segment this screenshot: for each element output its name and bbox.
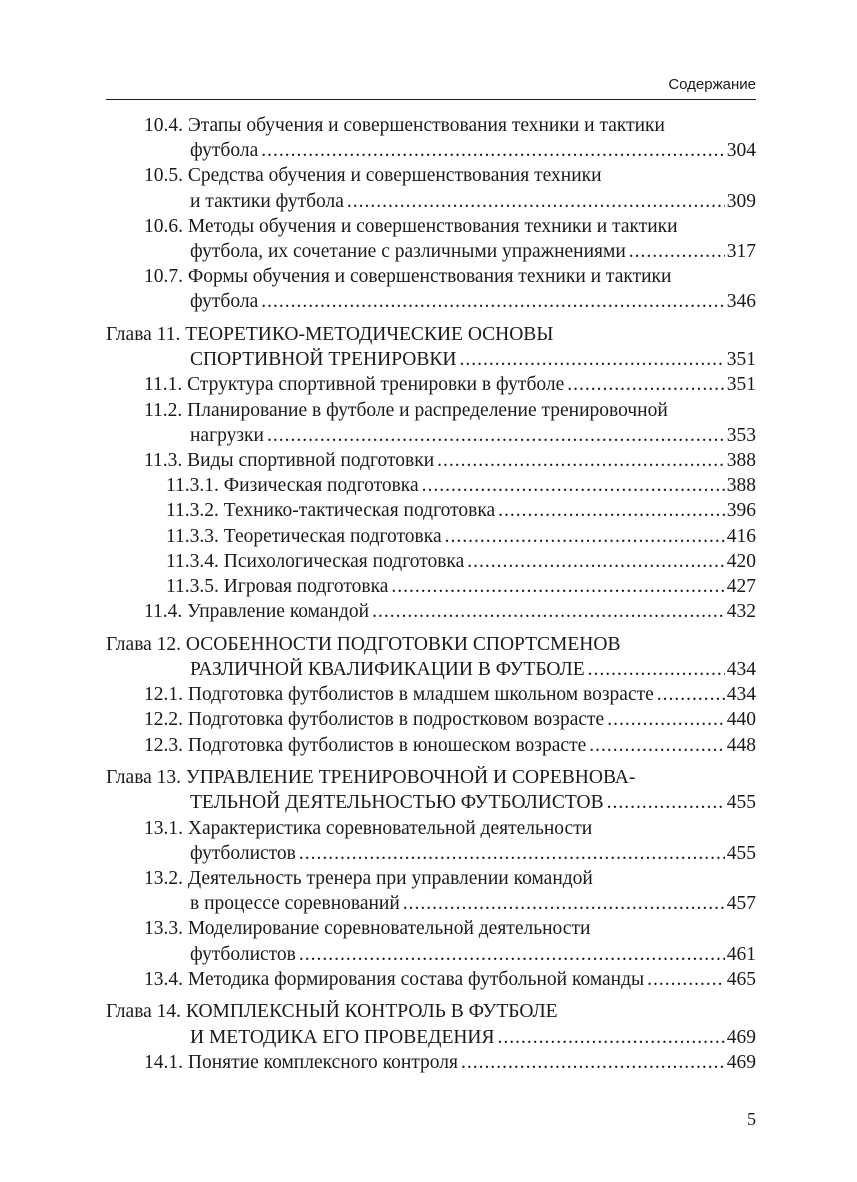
toc-page-number: 388 xyxy=(726,475,756,497)
toc-entry-title: 13.3. Моделирование соревновательной деятельности xyxy=(144,918,591,940)
toc-entry-11-1[interactable] xyxy=(106,372,756,397)
leader-dots xyxy=(267,423,725,448)
toc-entry-14-1[interactable] xyxy=(106,1050,756,1075)
toc-entry-10-7-line1[interactable] xyxy=(106,264,756,289)
leader-dots xyxy=(261,289,725,314)
toc-entry-title: 14.1. Понятие комплексного контроля xyxy=(144,1051,458,1073)
leader-dots xyxy=(422,473,725,498)
toc-entry-13-4[interactable] xyxy=(106,967,756,992)
leader-dots xyxy=(437,448,725,473)
toc-entry-13-2-line1[interactable] xyxy=(106,866,756,891)
leader-dots xyxy=(347,189,725,214)
leader-dots xyxy=(588,657,725,682)
toc-page-number: 304 xyxy=(726,140,756,162)
toc-page-number: 448 xyxy=(726,734,756,756)
toc-entry-title: в процессе соревнований xyxy=(190,893,400,915)
toc-chapter-12-line1[interactable] xyxy=(106,632,756,657)
toc-page-number: 416 xyxy=(726,525,756,547)
toc-entry-title: 11.3.3. Теоретическая подготовка xyxy=(166,525,442,547)
toc-entry-13-3-line1[interactable] xyxy=(106,916,756,941)
toc-entry-11-3-4[interactable] xyxy=(106,549,756,574)
toc-entry-title: футбола, их сочетание с различными упражнениями xyxy=(190,240,626,262)
toc-page-number: 434 xyxy=(726,658,756,680)
header-divider xyxy=(106,99,756,100)
toc-page-number: 432 xyxy=(726,601,756,623)
toc-page-number: 346 xyxy=(726,291,756,313)
toc-entry-title: футболистов xyxy=(190,842,296,864)
toc-chapter-title: И МЕТОДИКА ЕГО ПРОВЕДЕНИЯ xyxy=(190,1026,495,1048)
toc-entry-title: и тактики футбола xyxy=(190,190,344,212)
toc-entry-title: 11.3. Виды спортивной подготовки xyxy=(144,449,435,471)
toc-entry-title: 10.5. Средства обучения и совершенствования техники xyxy=(144,165,602,187)
toc-entry-title: футбола xyxy=(190,140,259,162)
toc-entry-title: 10.4. Этапы обучения и совершенствования техники и тактики xyxy=(144,115,665,136)
toc-page-number: 351 xyxy=(726,374,756,396)
toc-entry-title: 12.1. Подготовка футболистов в младшем школьном возрасте xyxy=(144,684,654,706)
leader-dots xyxy=(647,967,725,992)
toc-entry-title: 11.3.4. Психологическая подготовка xyxy=(166,550,465,572)
toc-entry-title: 11.4. Управление командой xyxy=(144,601,370,623)
toc-entry-11-2-line1[interactable] xyxy=(106,398,756,423)
toc-chapter-11-line1[interactable] xyxy=(106,322,756,347)
toc-entry-title: футбола xyxy=(190,291,259,313)
toc-entry-title: 12.2. Подготовка футболистов в подростковом возрасте xyxy=(144,709,605,731)
leader-dots xyxy=(589,733,725,758)
toc-entry-13-3-line2[interactable] xyxy=(106,942,756,967)
leader-dots xyxy=(657,682,725,707)
toc-chapter-title: Глава 11. ТЕОРЕТИКО-МЕТОДИЧЕСКИЕ ОСНОВЫ xyxy=(106,324,554,345)
toc-page-number: 317 xyxy=(726,240,756,262)
toc-entry-10-5-line1[interactable] xyxy=(106,163,756,188)
toc-entry-13-1-line2[interactable] xyxy=(106,841,756,866)
toc-entry-10-6-line1[interactable] xyxy=(106,214,756,239)
toc-entry-13-2-line2[interactable] xyxy=(106,891,756,916)
toc-entry-10-4-line2[interactable] xyxy=(106,138,756,163)
leader-dots xyxy=(607,790,725,815)
toc-page-number: 469 xyxy=(726,1051,756,1073)
leader-dots xyxy=(498,1025,725,1050)
toc-page-number: 457 xyxy=(726,893,756,915)
toc-chapter-12-line2[interactable] xyxy=(106,657,756,682)
toc-chapter-11-line2[interactable] xyxy=(106,347,756,372)
toc-entry-title: 10.6. Методы обучения и совершенствования техники и тактики xyxy=(144,215,678,237)
toc-entry-12-1[interactable] xyxy=(106,682,756,707)
toc-chapter-14-line1[interactable] xyxy=(106,999,756,1024)
toc-entry-title: нагрузки xyxy=(190,424,264,446)
leader-dots xyxy=(467,549,724,574)
toc-entry-11-3-3[interactable] xyxy=(106,524,756,549)
leader-dots xyxy=(459,347,724,372)
leader-dots xyxy=(403,891,725,916)
leader-dots xyxy=(629,239,725,264)
leader-dots xyxy=(567,372,725,397)
leader-dots xyxy=(372,599,725,624)
toc-entry-title: 11.3.1. Физическая подготовка xyxy=(166,475,419,497)
toc-page-number: 309 xyxy=(726,190,756,212)
leader-dots xyxy=(461,1050,725,1075)
toc-entry-11-3-2[interactable] xyxy=(106,498,756,523)
toc-entry-12-2[interactable] xyxy=(106,707,756,732)
toc-entry-title: 13.2. Деятельность тренера при управлении командой xyxy=(144,867,593,889)
leader-dots xyxy=(391,574,724,599)
toc-entry-10-7-line2[interactable] xyxy=(106,289,756,314)
page-number: 5 xyxy=(747,1109,756,1129)
table-of-contents xyxy=(106,113,756,1075)
toc-chapter-title: СПОРТИВНОЙ ТРЕНИРОВКИ xyxy=(190,349,457,371)
toc-entry-11-4[interactable] xyxy=(106,599,756,624)
leader-dots xyxy=(498,498,725,523)
leader-dots xyxy=(607,707,725,732)
toc-entry-10-6-line2[interactable] xyxy=(106,239,756,264)
toc-entry-10-5-line2[interactable] xyxy=(106,189,756,214)
toc-entry-12-3[interactable] xyxy=(106,733,756,758)
leader-dots xyxy=(299,841,725,866)
toc-chapter-14-line2[interactable] xyxy=(106,1025,756,1050)
toc-page-number: 455 xyxy=(726,792,756,814)
toc-entry-13-1-line1[interactable] xyxy=(106,816,756,841)
toc-entry-title: 11.3.2. Технико-тактическая подготовка xyxy=(166,500,496,522)
toc-page-number: 469 xyxy=(726,1026,756,1048)
toc-entry-title: 12.3. Подготовка футболистов в юношеском возрасте xyxy=(144,734,587,756)
toc-page-number: 434 xyxy=(726,684,756,706)
toc-entry-11-3[interactable] xyxy=(106,448,756,473)
toc-entry-title: 11.3.5. Игровая подготовка xyxy=(166,575,389,597)
leader-dots xyxy=(299,942,725,967)
toc-entry-11-3-5[interactable] xyxy=(106,574,756,599)
toc-page-number: 388 xyxy=(726,449,756,471)
leader-dots xyxy=(261,138,725,163)
toc-page-number: 440 xyxy=(726,709,756,731)
toc-page-number: 353 xyxy=(726,424,756,446)
toc-chapter-title: РАЗЛИЧНОЙ КВАЛИФИКАЦИИ В ФУТБОЛЕ xyxy=(190,658,585,680)
toc-entry-title: 10.7. Формы обучения и совершенствования техники и тактики xyxy=(144,266,672,288)
toc-chapter-13-line2[interactable] xyxy=(106,790,756,815)
toc-entry-10-4-line1[interactable] xyxy=(106,113,756,138)
running-head-title: Содержание xyxy=(668,76,756,93)
toc-page-number: 455 xyxy=(726,842,756,864)
toc-entry-title: 11.1. Структура спортивной тренировки в футболе xyxy=(144,374,565,396)
toc-chapter-title: Глава 13. УПРАВЛЕНИЕ ТРЕНИРОВОЧНОЙ И СОРЕВНОВА- xyxy=(106,767,636,789)
toc-page-number: 396 xyxy=(726,500,756,522)
toc-entry-11-3-1[interactable] xyxy=(106,473,756,498)
toc-chapter-title: Глава 14. КОМПЛЕКСНЫЙ КОНТРОЛЬ В ФУТБОЛЕ xyxy=(106,1001,558,1023)
toc-page-number: 461 xyxy=(726,943,756,965)
toc-page-number: 465 xyxy=(726,968,756,990)
toc-page-number: 420 xyxy=(726,550,756,572)
toc-page-number: 427 xyxy=(726,575,756,597)
toc-entry-title: футболистов xyxy=(190,943,296,965)
toc-entry-11-2-line2[interactable] xyxy=(106,423,756,448)
toc-entry-title: 13.4. Методика формирования состава футбольной команды xyxy=(144,968,645,990)
toc-entry-title: 11.2. Планирование в футболе и распределение тренировочной xyxy=(144,399,668,421)
leader-dots xyxy=(445,524,725,549)
toc-page-number: 351 xyxy=(726,349,756,371)
toc-entry-title: 13.1. Характеристика соревновательной деятельности xyxy=(144,817,593,839)
toc-chapter-title: ТЕЛЬНОЙ ДЕЯТЕЛЬНОСТЬЮ ФУТБОЛИСТОВ xyxy=(190,792,604,814)
toc-chapter-13-line1[interactable] xyxy=(106,765,756,790)
toc-chapter-title: Глава 12. ОСОБЕННОСТИ ПОДГОТОВКИ СПОРТСМЕНОВ xyxy=(106,633,621,655)
